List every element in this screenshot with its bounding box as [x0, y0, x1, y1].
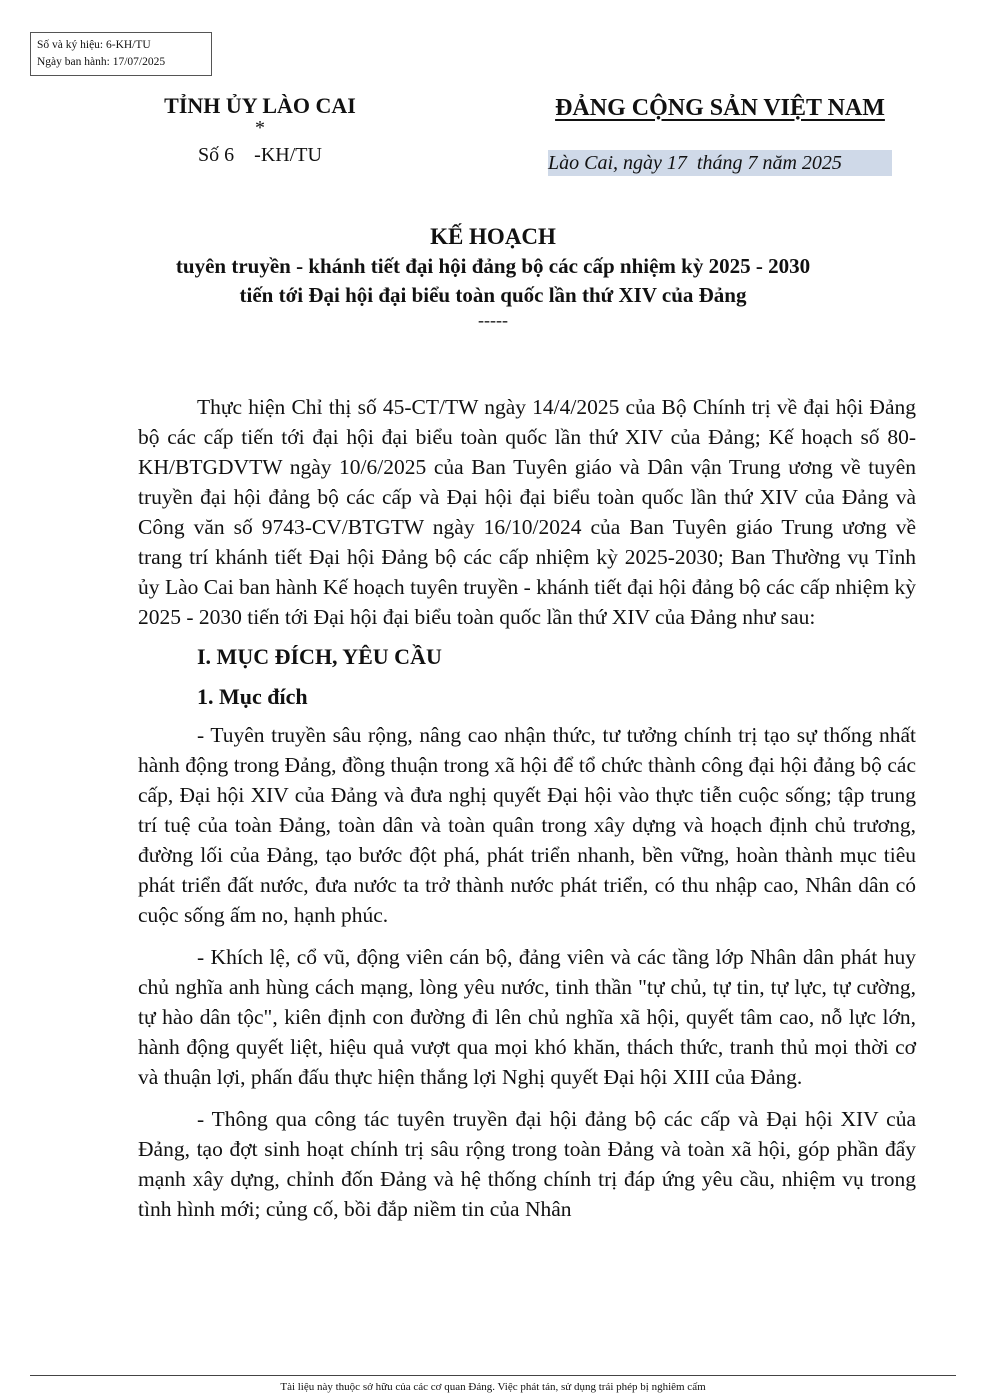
- footer-notice: Tài liệu này thuộc sở hữu của các cơ quan Đảng. Việc phát tán, sử dụng trái phép bị nghiêm cấm: [280, 1381, 706, 1393]
- purpose-paragraph-1: - Tuyên truyền sâu rộng, nâng cao nhận thức, tư tưởng chính trị tạo sự thống nhất hành động trong Đảng, đồng thuận trong xã hội để tổ chức thành công đại hội đảng bộ các cấp, Đại hội XIV của Đảng và đưa nghị quyết Đại hội vào thực tiễn cuộc sống; tập trung trí tuệ của toàn Đảng, toàn dân và toàn quân trong xây dựng và hoạch định chủ trương, đường lối của Đảng, tạo bước đột phá, phát triển nhanh, bền vững, hoàn thành mục tiêu phát triển đất nước, đưa nước ta trở thành nước phát triển, có thu nhập cao, Nhân dân có cuộc sống ấm no, hạnh phúc.: [138, 723, 916, 927]
- party-name: ĐẢNG CỘNG SẢN VIỆT NAM: [555, 95, 885, 121]
- title-divider: -----: [478, 310, 508, 330]
- purpose-paragraph-2: - Khích lệ, cổ vũ, động viên cán bộ, đảng viên và các tầng lớp Nhân dân phát huy chủ nghĩa anh hùng cách mạng, lòng yêu nước, tinh thần "tự chủ, tự tin, tự lực, tự cường, tự hào dân tộc", kiên định con đường đi lên chủ nghĩa xã hội, quyết tâm cao, nỗ lực lớn, hành động quyết liệt, hiệu quả vượt qua mọi khó khăn, thách thức, tranh thủ mọi thời cơ và thuận lợi, phấn đấu thực hiện thắng lợi Nghị quyết Đại hội XIII của Đảng.: [138, 945, 916, 1089]
- document-id-stamp: [30, 32, 212, 76]
- document-subtitle-line1: tuyên truyền - khánh tiết đại hội đảng bộ các cấp nhiệm kỳ 2025 - 2030: [175, 254, 811, 278]
- footer-divider: [30, 1375, 956, 1376]
- document-body: [138, 392, 916, 1224]
- document-number: Số 6 -KH/TU: [198, 144, 322, 166]
- stamp-issue-date: Ngày ban hành: 17/07/2025: [37, 56, 166, 68]
- issuing-authority-block: [140, 92, 380, 170]
- intro-paragraph: Thực hiện Chỉ thị số 45-CT/TW ngày 14/4/2025 của Bộ Chính trị về đại hội Đảng bộ các cấp tiến tới đại hội đại biểu toàn quốc lần thứ XIV của Đảng; Kế hoạch số 80-KH/BTGDVTW ngày 10/6/2025 của Ban Tuyên giáo và Dân vận Trung ương về tuyên truyền đại hội đảng bộ các cấp và Đại hội đại biểu toàn quốc lần thứ XIV của Đảng và Công văn số 9743-CV/BTGTW ngày 16/10/2024 của Ban Tuyên giáo Trung ương về trang trí khánh tiết Đại hội Đảng bộ các cấp nhiệm kỳ 2025-2030; Ban Thường vụ Tỉnh ủy Lào Cai ban hành Kế hoạch tuyên truyền - khánh tiết đại hội đảng bộ các cấp nhiệm kỳ 2025 - 2030 tiến tới Đại hội đại biểu toàn quốc lần thứ XIV của Đảng như sau:: [138, 395, 916, 629]
- place-and-date: Lào Cai, ngày 17 tháng 7 năm 2025: [548, 150, 892, 176]
- national-header-block: [520, 92, 920, 124]
- stamp-doc-symbol: Số và ký hiệu: 6-KH/TU: [37, 39, 151, 51]
- separator-star: *: [255, 117, 265, 139]
- issuing-organization: TỈNH ỦY LÀO CAI: [164, 93, 356, 118]
- section-heading: I. MỤC ĐÍCH, YÊU CẦU: [197, 644, 442, 669]
- document-subtitle-line2: tiến tới Đại hội đại biểu toàn quốc lần thứ XIV của Đảng: [239, 283, 747, 307]
- subsection-heading: 1. Mục đích: [197, 684, 308, 709]
- document-type-title: KẾ HOẠCH: [430, 224, 556, 249]
- purpose-paragraph-3: - Thông qua công tác tuyên truyền đại hội đảng bộ các cấp và Đại hội XIV của Đảng, tạo đợt sinh hoạt chính trị sâu rộng trong toàn Đảng và toàn xã hội, góp phần đẩy mạnh xây dựng, chỉnh đốn Đảng và hệ thống chính trị đáp ứng yêu cầu, nhiệm vụ trong tình hình mới; củng cố, bồi đắp niềm tin của Nhân: [138, 1107, 916, 1221]
- document-title-block: [60, 222, 926, 330]
